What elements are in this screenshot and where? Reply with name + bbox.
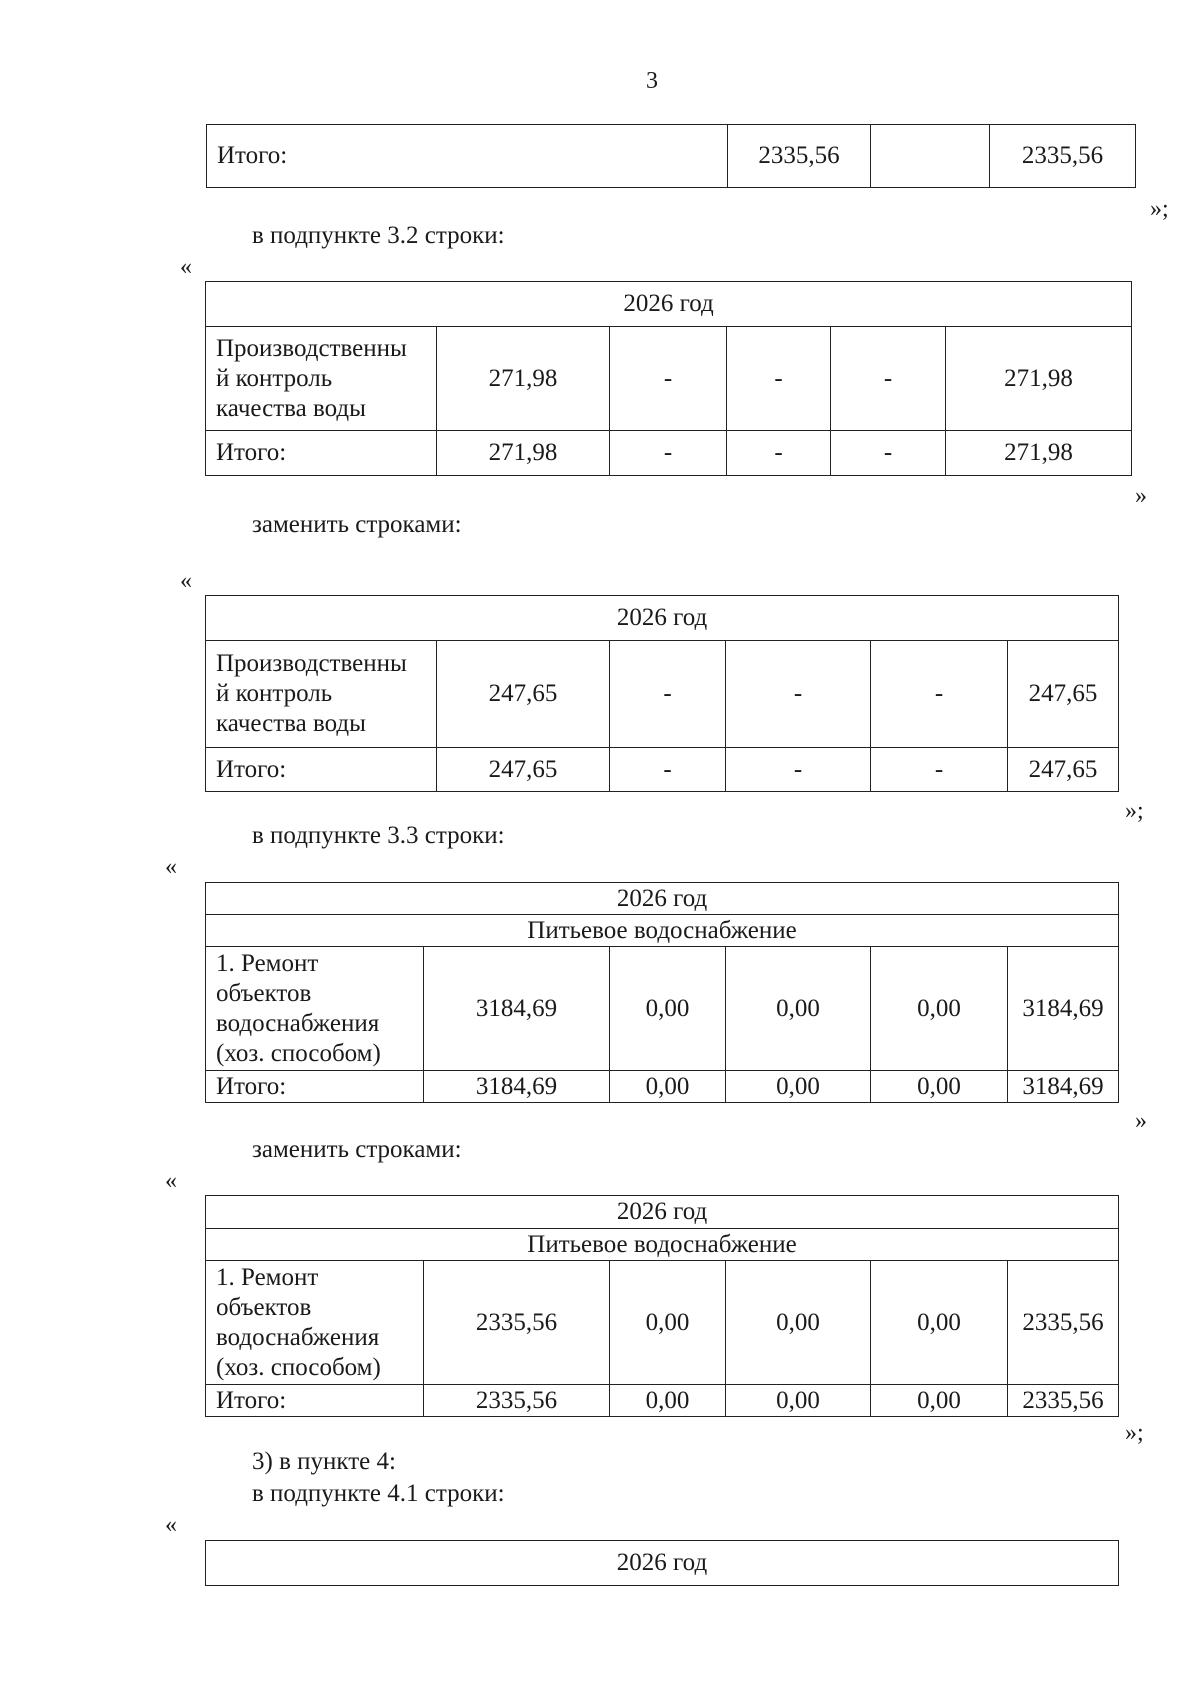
row-label (206, 947, 424, 1071)
closing-quote: »; (1125, 1420, 1144, 1446)
year-header: 2026 год (206, 596, 1119, 641)
total-value: 247,65 (1008, 748, 1119, 792)
row-label-line: й контроль (216, 364, 333, 392)
table-4-1-original (205, 1540, 1119, 1586)
closing-quote: » (1135, 483, 1147, 509)
total-label: Итого: (206, 748, 437, 792)
table-row (206, 1229, 1119, 1261)
table-row (206, 596, 1119, 641)
total-value: - (610, 748, 726, 792)
total-value: 2335,56 (424, 1385, 610, 1417)
row-label-line: объектов (216, 1293, 312, 1321)
opening-quote: « (180, 254, 192, 280)
total-value: 0,00 (610, 1385, 726, 1417)
paragraph: в подпункте 3.3 строки: (252, 822, 505, 849)
row-label (206, 1261, 424, 1385)
table-row (206, 1541, 1119, 1586)
total-label: Итого: (206, 1071, 424, 1103)
table-row (206, 1261, 1119, 1385)
section-header: Питьевое водоснабжение (206, 1229, 1119, 1261)
row-label-line: (хоз. способом) (216, 1039, 381, 1067)
total-value: - (871, 748, 1008, 792)
table-row (206, 327, 1132, 431)
cell-value: 3184,69 (1008, 947, 1119, 1071)
table-row (206, 1071, 1119, 1103)
table-row (207, 125, 1136, 188)
table-row (206, 883, 1119, 915)
cell-value: 0,00 (871, 947, 1008, 1071)
row-label-line: качества воды (216, 394, 366, 422)
opening-quote: « (180, 568, 192, 594)
total-value: 0,00 (871, 1071, 1008, 1103)
total-label: Итого: (207, 125, 728, 188)
cell-value: 0,00 (726, 1261, 871, 1385)
table-3-2-replacement (205, 595, 1119, 792)
cell-value: 247,65 (437, 641, 610, 748)
paragraph: заменить строками: (252, 1136, 462, 1163)
total-label: Итого: (206, 431, 437, 476)
section-header: Питьевое водоснабжение (206, 915, 1119, 947)
year-header: 2026 год (206, 1541, 1119, 1586)
cell-value: 0,00 (726, 947, 871, 1071)
cell-value: 3184,69 (424, 947, 610, 1071)
cell-value: - (727, 327, 831, 431)
total-value: - (831, 431, 946, 476)
cell-value: 0,00 (610, 1261, 726, 1385)
cell-value: 2335,56 (1008, 1261, 1119, 1385)
table-row (206, 947, 1119, 1071)
closing-quote: » (1135, 1108, 1147, 1134)
total-value: - (727, 431, 831, 476)
row-label-line: (хоз. способом) (216, 1353, 381, 1381)
paragraph: в подпункте 3.2 строки: (252, 222, 505, 249)
total-value: 271,98 (946, 431, 1132, 476)
total-value: 271,98 (437, 431, 610, 476)
total-value: 0,00 (726, 1071, 871, 1103)
total-value: 3184,69 (1008, 1071, 1119, 1103)
paragraph: 3) в пункте 4: (252, 1448, 396, 1475)
total-value: 2335,56 (728, 125, 871, 188)
table-row (206, 748, 1119, 792)
row-label-line: качества воды (216, 710, 366, 737)
year-header: 2026 год (206, 883, 1119, 915)
table-3-2-original (205, 281, 1132, 476)
total-value: 2335,56 (990, 125, 1136, 188)
row-label-line: Производственны (216, 334, 407, 362)
row-label-line: водоснабжения (216, 1009, 380, 1037)
cell-value: - (610, 641, 726, 748)
total-value (871, 125, 990, 188)
closing-quote: »; (1125, 798, 1144, 824)
opening-quote: « (165, 1168, 177, 1194)
row-label-line: 1. Ремонт (216, 949, 319, 977)
total-value: 247,65 (437, 748, 610, 792)
cell-value: - (831, 327, 946, 431)
table-row (206, 1385, 1119, 1417)
total-value: 0,00 (871, 1385, 1008, 1417)
cell-value: 271,98 (437, 327, 610, 431)
total-value: 0,00 (726, 1385, 871, 1417)
cell-value: 247,65 (1008, 641, 1119, 748)
paragraph: заменить строками: (252, 511, 462, 538)
row-label (206, 641, 437, 748)
total-value: 0,00 (610, 1071, 726, 1103)
table-total-carryover (206, 124, 1136, 188)
total-value: - (726, 748, 871, 792)
row-label-line: 1. Ремонт (216, 1263, 319, 1291)
cell-value: 2335,56 (424, 1261, 610, 1385)
page-number: 3 (646, 68, 658, 94)
row-label-line: Производственны (216, 650, 407, 677)
cell-value: - (726, 641, 871, 748)
cell-value: - (871, 641, 1008, 748)
table-3-3-original (205, 882, 1119, 1103)
table-row (206, 1196, 1119, 1229)
cell-value: 0,00 (871, 1261, 1008, 1385)
table-row (206, 431, 1132, 476)
row-label-line: водоснабжения (216, 1323, 380, 1351)
year-header: 2026 год (206, 1196, 1119, 1229)
cell-value: 271,98 (946, 327, 1132, 431)
paragraph: в подпункте 4.1 строки: (252, 1480, 505, 1507)
opening-quote: « (165, 1512, 177, 1538)
opening-quote: « (165, 854, 177, 880)
table-row (206, 641, 1119, 748)
table-3-3-replacement (205, 1195, 1119, 1417)
cell-value: - (610, 327, 727, 431)
year-header: 2026 год (206, 282, 1132, 327)
table-row (206, 282, 1132, 327)
row-label-line: объектов (216, 979, 312, 1007)
total-value: 3184,69 (424, 1071, 610, 1103)
total-value: 2335,56 (1008, 1385, 1119, 1417)
cell-value: 0,00 (610, 947, 726, 1071)
table-row (206, 915, 1119, 947)
row-label-line: й контроль (216, 680, 333, 707)
total-value: - (610, 431, 727, 476)
row-label (206, 327, 437, 431)
closing-quote: »; (1150, 196, 1169, 222)
total-label: Итого: (206, 1385, 424, 1417)
